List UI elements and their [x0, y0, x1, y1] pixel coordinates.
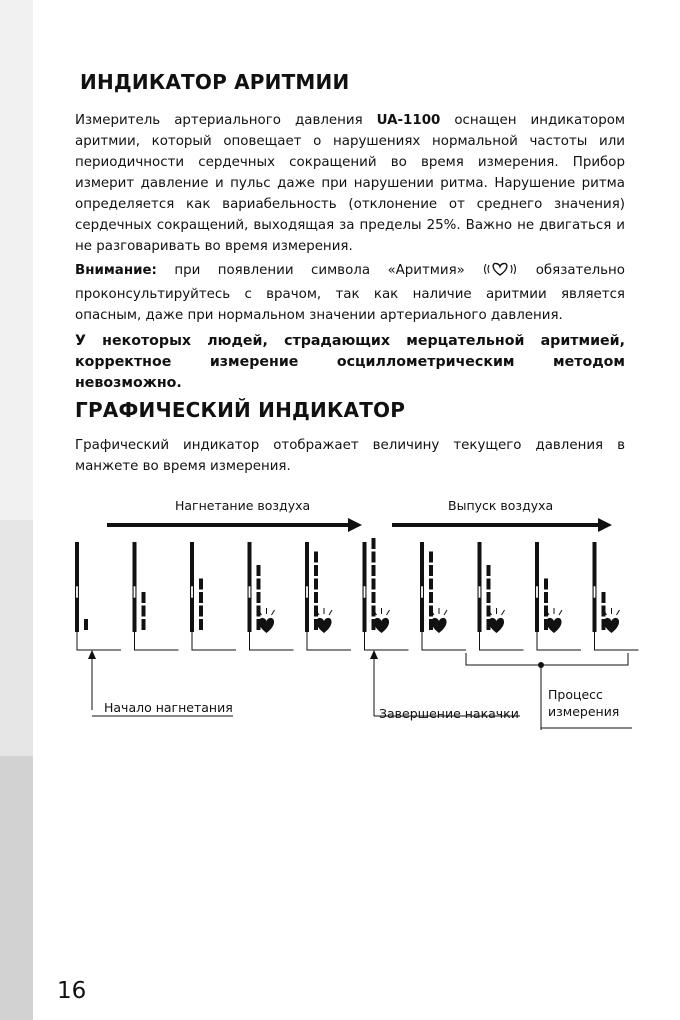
warning-text-start: при появлении символа «Аритмия» [156, 263, 483, 278]
pressure-level-segment [199, 592, 203, 603]
indicator-frames [75, 538, 639, 650]
start-pointer-arrow [88, 650, 96, 659]
warning-paragraph [75, 260, 625, 326]
pressure-level-segment [142, 619, 146, 630]
frame-baseline [307, 632, 351, 650]
pressure-level-segment [429, 579, 433, 590]
pulse-ray [272, 610, 275, 615]
page-edge-tab-light [0, 0, 33, 520]
scale-bar-window [363, 586, 365, 598]
pressure-level-segment [314, 606, 318, 617]
scale-bar-window [133, 586, 135, 598]
frame-baseline [365, 632, 409, 650]
heart-icon [604, 618, 619, 633]
pressure-level-segment [487, 579, 491, 590]
arrhythmia-text-start: Измеритель артериального давления [75, 113, 377, 128]
start-label: Начало нагнетания [104, 700, 233, 715]
inflation-label: Нагнетание воздуха [175, 498, 311, 513]
page-number: 16 [57, 978, 87, 1004]
frame-baseline [595, 632, 639, 650]
frame-baseline [135, 632, 179, 650]
pressure-level-segment [257, 565, 261, 576]
pulse-ray [617, 610, 620, 615]
process-bracket-dot [538, 662, 544, 668]
frame-baseline [250, 632, 294, 650]
scale-bar-window [478, 586, 480, 598]
pressure-level-segment [314, 565, 318, 576]
warning-text-rest: обязательно проконсультируйтесь с врачом, так как наличие аритмии является опасным, даже при нормальном значении артериального давления. [75, 263, 625, 323]
model-name: UA-1100 [376, 113, 441, 128]
scale-bar-window [306, 586, 308, 598]
pulse-ray [329, 610, 332, 615]
scale-bar-window [536, 586, 538, 598]
process-label-line2: измерения [548, 704, 620, 719]
heart-icon [489, 618, 504, 633]
process-label-line1: Процесс [548, 687, 603, 702]
pressure-level-segment [142, 592, 146, 603]
pressure-level-segment [544, 579, 548, 590]
pressure-level-segment [257, 606, 261, 617]
pulse-ray [444, 610, 447, 615]
pressure-level-segment [487, 565, 491, 576]
pulse-ray [559, 610, 562, 615]
pressure-level-segment [142, 606, 146, 617]
pressure-level-segment [487, 592, 491, 603]
pressure-level-segment [429, 606, 433, 617]
pressure-level-segment [602, 606, 606, 617]
pressure-level-segment [199, 606, 203, 617]
pressure-level-segment [314, 579, 318, 590]
frame-baseline [192, 632, 236, 650]
arrhythmia-heading: ИНДИКАТОР АРИТМИИ [80, 70, 350, 94]
process-bracket [466, 653, 628, 665]
heart-icon [546, 618, 561, 633]
graphic-indicator-heading: ГРАФИЧЕСКИЙ ИНДИКАТОР [75, 398, 406, 422]
pulse-ray [502, 610, 505, 615]
heart-icon [431, 618, 446, 633]
pressure-level-segment [314, 552, 318, 563]
scale-bar-window [421, 586, 423, 598]
frame-baseline [422, 632, 466, 650]
pressure-level-segment [544, 606, 548, 617]
page-edge-tab-dark [0, 756, 33, 1020]
pressure-level-segment [257, 579, 261, 590]
frame-baseline [77, 632, 121, 650]
pressure-level-segment [199, 619, 203, 630]
heart-icon [259, 618, 274, 633]
arrhythmia-paragraph [75, 110, 625, 257]
pressure-level-segment [372, 579, 376, 590]
scale-bar-window [76, 586, 78, 598]
pressure-level-segment [372, 592, 376, 603]
pulse-ray [387, 610, 390, 615]
pressure-level-segment [429, 565, 433, 576]
end-label: Завершение накачки [379, 706, 519, 721]
arrhythmia-text-rest: оснащен индикатором аритмии, который оповещает о нарушениях нормальной частоты или периодичности сердечных сокращений во время измерения. Прибор измерит давление и пульс даже при нарушении ритма. Нарушение ритма определяется как вариабельность (отклонение от среднего значения) сердечных сокращений, выходящая за пределы 25%. Важно не двигаться и не разговаривать во время измерения. [75, 113, 625, 254]
scale-bar-window [248, 586, 250, 598]
pressure-level-segment [429, 592, 433, 603]
scale-bar-window [191, 586, 193, 598]
warning-label: Внимание: [75, 263, 157, 278]
pressure-level-segment [487, 606, 491, 617]
end-pointer-arrow [370, 650, 378, 659]
pressure-level-segment [372, 552, 376, 563]
heart-icon [374, 618, 389, 633]
pressure-level-segment [199, 579, 203, 590]
scale-bar-window [593, 586, 595, 598]
pressure-level-segment [372, 565, 376, 576]
pressure-level-segment [314, 592, 318, 603]
heart-icon [316, 618, 331, 633]
deflation-label: Выпуск воздуха [448, 498, 554, 513]
inflation-arrow-head [348, 518, 362, 532]
graphic-indicator-paragraph: Графический индикатор отображает величину текущего давления в манжете во время измерения. [75, 438, 625, 474]
pressure-level-segment [429, 552, 433, 563]
pressure-level-segment [84, 619, 88, 630]
pressure-level-segment [257, 592, 261, 603]
pressure-level-segment [372, 538, 376, 549]
atrial-fibrillation-note: У некоторых людей, страдающих мерцательной аритмией, корректное измерение осциллометрическим методом невозможно. [75, 333, 625, 391]
pressure-level-segment [544, 592, 548, 603]
pressure-level-segment [372, 606, 376, 617]
pressure-indicator-diagram [0, 485, 680, 745]
frame-baseline [537, 632, 581, 650]
frame-baseline [480, 632, 524, 650]
pressure-level-segment [602, 592, 606, 603]
deflation-arrow-head [598, 518, 612, 532]
arrhythmia-symbol-icon [482, 261, 518, 284]
